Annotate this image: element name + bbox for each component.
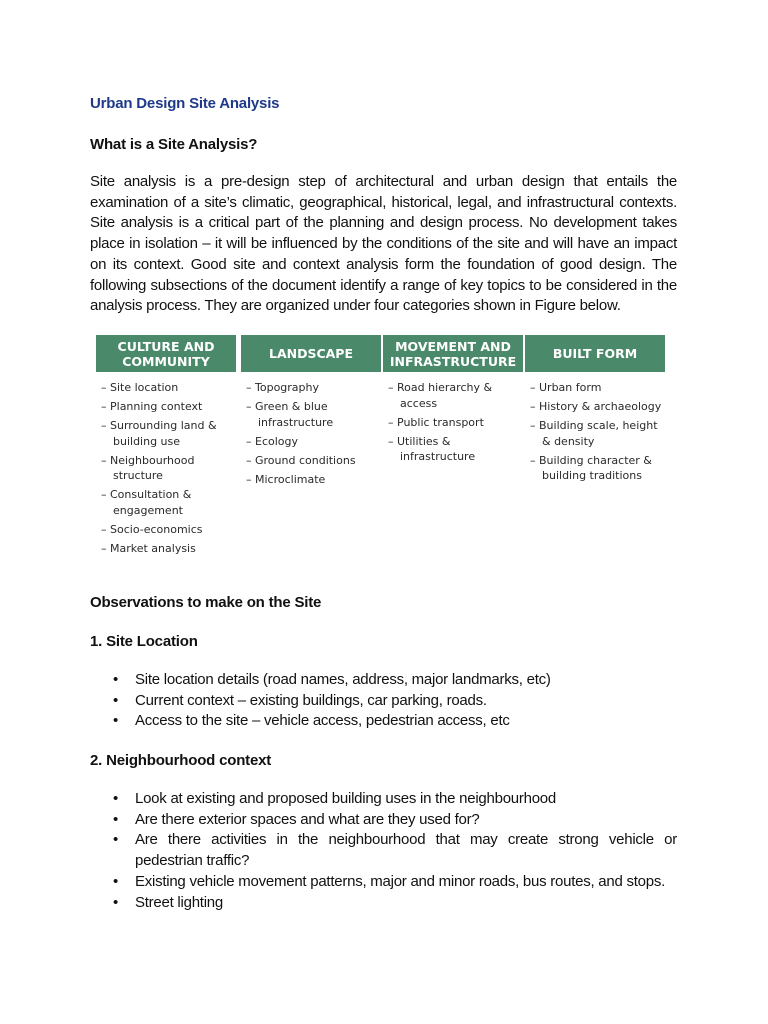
list-item: • Look at existing and proposed building uses in the neighbourhood	[90, 789, 677, 810]
section-heading-what-is-site-analysis: What is a Site Analysis?	[90, 136, 258, 153]
bullet-icon: •	[113, 893, 119, 911]
site-analysis-categories-figure	[96, 335, 672, 563]
figure-item: – Utilities & infrastructure	[388, 434, 523, 465]
list-item: • Are there exterior spaces and what are they used for?	[90, 810, 677, 831]
site-location-heading: 1. Site Location	[90, 633, 198, 650]
figure-column-landscape	[241, 335, 381, 491]
figure-item: – Microclimate	[246, 472, 381, 488]
figure-item: – Topography	[246, 380, 381, 396]
figure-item: – Ecology	[246, 434, 381, 450]
document-title: Urban Design Site Analysis	[90, 95, 280, 112]
site-location-bullets	[90, 670, 677, 732]
figure-item: – Consultation & engagement	[101, 487, 236, 518]
neighbourhood-heading: 2. Neighbourhood context	[90, 752, 272, 769]
neighbourhood-bullets	[90, 789, 677, 913]
bullet-icon: •	[113, 671, 119, 688]
figure-item: – Road hierarchy & access	[388, 380, 523, 411]
bullet-icon: •	[113, 810, 119, 828]
list-item: • Street lighting	[90, 893, 677, 914]
list-item: • Current context – existing buildings, car parking, roads.	[90, 691, 677, 712]
figure-item: – Planning context	[101, 399, 236, 415]
bullet-icon: •	[113, 712, 119, 730]
figure-item: – Surrounding land & building use	[101, 418, 236, 449]
list-item: • Are there activities in the neighbourhood that may create strong vehicle or pedestrian traffic?	[113, 831, 677, 870]
figure-item: – Ground conditions	[246, 453, 381, 469]
bullet-icon: •	[113, 872, 119, 890]
figure-list-landscape	[241, 380, 381, 487]
figure-header-culture: CULTURE AND COMMUNITY	[96, 335, 236, 372]
list-item: • Access to the site – vehicle access, pedestrian access, etc	[90, 711, 677, 732]
figure-list-movement	[383, 380, 523, 465]
observations-heading: Observations to make on the Site	[90, 594, 322, 611]
figure-column-built-form	[525, 335, 665, 487]
figure-item: – Building character & building traditions	[530, 453, 665, 484]
list-item: • Existing vehicle movement patterns, major and minor roads, bus routes, and stops.	[90, 872, 677, 893]
list-item: • Site location details (road names, address, major landmarks, etc)	[90, 670, 677, 691]
figure-item: – Socio-economics	[101, 522, 236, 538]
site-analysis-paragraph: Site analysis is a pre-design step of architectural and urban design that entails the examination of a site’s climatic, geographical, historical, legal, and infrastructural contexts. Site analysis is a critical part of the planning and design process. No development takes place in isolation – it will be influenced by the conditions of the site and will have an impact on its context. Good site and context analysis form the foundation of good design. The following subsections of the document identify a range of key topics to be considered in the analysis process. They are organized under four categories shown in Figure below.	[90, 173, 677, 315]
figure-header-landscape: LANDSCAPE	[241, 335, 381, 372]
figure-column-movement	[383, 335, 523, 468]
bullet-icon: •	[113, 790, 119, 807]
figure-item: – Public transport	[388, 415, 523, 431]
figure-item: – Green & blue infrastructure	[246, 399, 381, 430]
figure-item: – Market analysis	[101, 541, 236, 557]
figure-item: – Neighbourhood structure	[101, 453, 236, 484]
figure-item: – Urban form	[530, 380, 665, 396]
figure-header-movement: MOVEMENT AND INFRASTRUCTURE	[383, 335, 523, 372]
bullet-icon: •	[113, 831, 119, 849]
figure-item: – History & archaeology	[530, 399, 665, 415]
figure-list-built-form	[525, 380, 665, 484]
figure-item: – Site location	[101, 380, 236, 396]
figure-list-culture	[96, 380, 236, 556]
figure-header-built-form: BUILT FORM	[525, 335, 665, 372]
bullet-icon: •	[113, 691, 119, 709]
figure-column-culture	[96, 335, 236, 560]
figure-item: – Building scale, height & density	[530, 418, 665, 449]
